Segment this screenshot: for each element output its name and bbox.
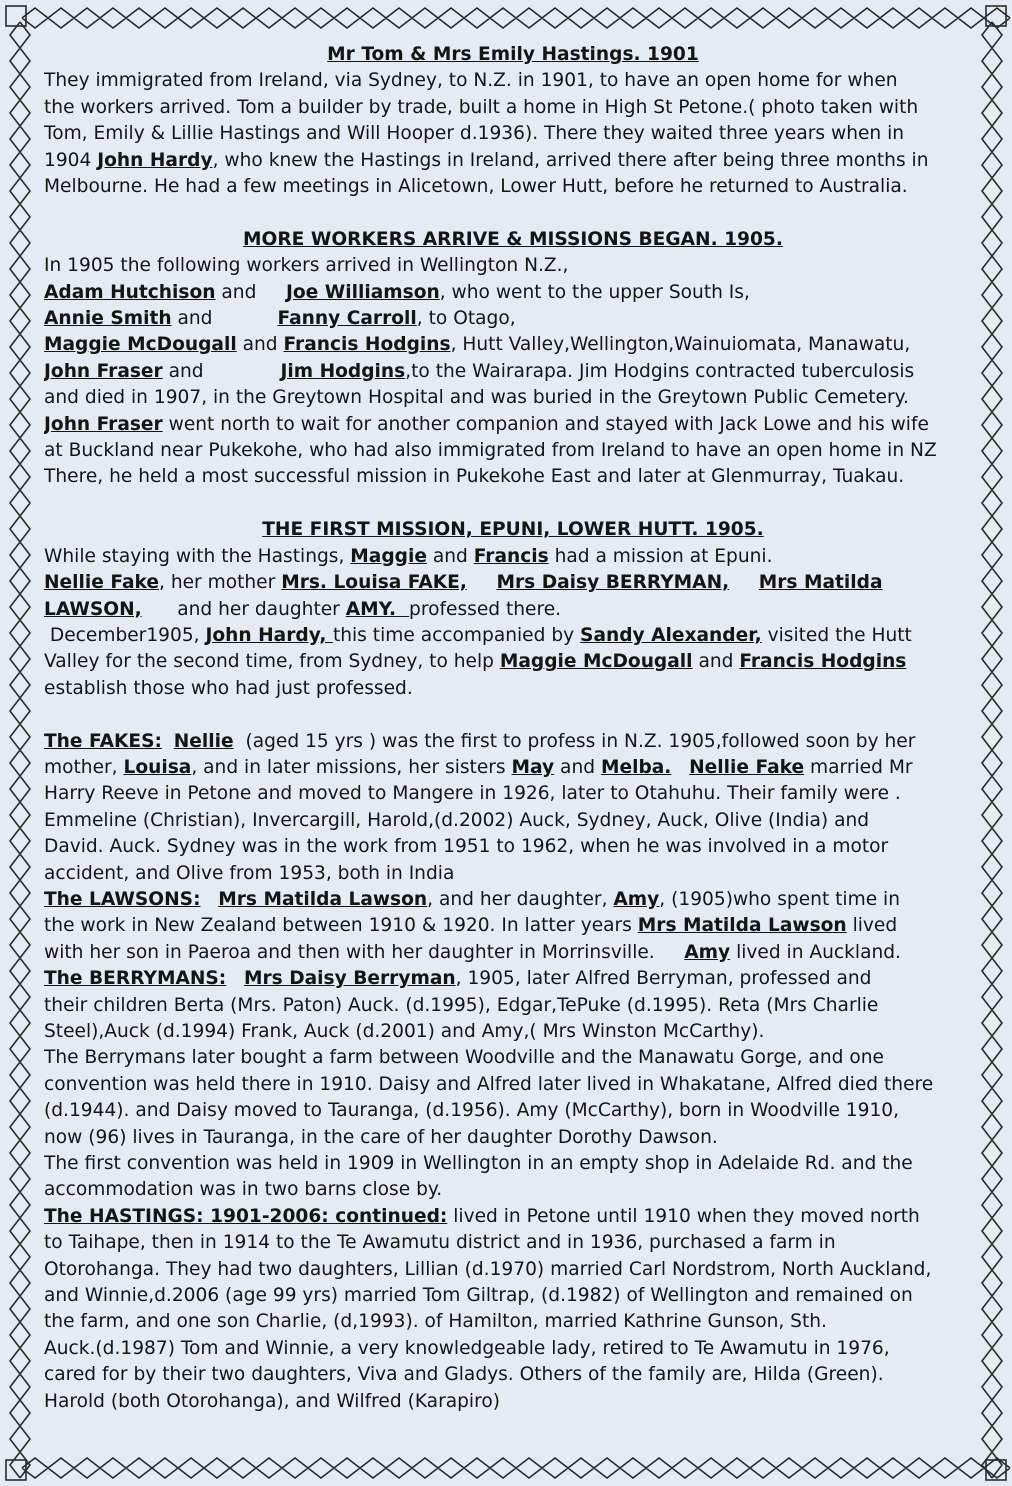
- text-line: Adam Hutchison and Joe Williamson, who went to the upper South Is,: [44, 281, 750, 303]
- text-line: accident, and Olive from 1953, both in India: [44, 862, 455, 884]
- text-line: John Fraser went north to wait for another companion and stayed with Jack Lowe and his wife: [44, 413, 929, 435]
- border-corner: [6, 6, 26, 26]
- text-line-hastings-continued: The HASTINGS: 1901-2006: continued: lived in Petone until 1910 when they moved north: [44, 1205, 920, 1227]
- text-line: Harold (both Otorohanga), and Wilfred (Karapiro): [44, 1390, 500, 1412]
- text-line: cared for by their two daughters, Viva and Gladys. Others of the family are, Hilda (Green).: [44, 1364, 884, 1386]
- border-corner: [6, 1460, 26, 1480]
- text-line: 1904 John Hardy, who knew the Hastings in Ireland, arrived there after being three months in: [44, 149, 929, 171]
- text-line: now (96) lives in Tauranga, in the care of her daughter Dorothy Dawson.: [44, 1126, 718, 1148]
- text-line: Maggie McDougall and Francis Hodgins, Hutt Valley,Wellington,Wainuiomata, Manawatu,: [44, 334, 911, 356]
- text-line-lawsons: The LAWSONS: Mrs Matilda Lawson, and her daughter, Amy, (1905)who spent time in: [44, 888, 901, 910]
- text-line: convention was held there in 1910. Daisy and Alfred later lived in Whakatane, Alfred died there: [44, 1073, 934, 1095]
- text-line-fakes: The FAKES: Nellie (aged 15 yrs ) was the first to profess in N.Z. 1905,followed soon by her: [44, 730, 916, 752]
- text-line: In 1905 the following workers arrived in Wellington N.Z.,: [44, 255, 569, 277]
- text-line: There, he held a most successful mission in Pukekohe East and later at Glenmurray, Tuakau.: [44, 466, 905, 488]
- text-line: The Berrymans later bought a farm between Woodville and the Manawatu Gorge, and one: [44, 1047, 884, 1069]
- text-line: December1905, John Hardy, this time accompanied by Sandy Alexander, visited the Hutt: [44, 624, 912, 646]
- text-line: Tom, Emily & Lillie Hastings and Will Hooper d.1936). There they waited three years when in: [44, 123, 905, 145]
- text-line: at Buckland near Pukekohe, who had also immigrated from Ireland to have an open home in NZ: [44, 440, 937, 462]
- text-line: with her son in Paeroa and then with her daughter in Morrinsville. Amy lived in Auckland.: [44, 941, 901, 963]
- text-line: and Winnie,d.2006 (age 99 yrs) married Tom Giltrap, (d.1982) of Wellington and remained on: [44, 1285, 913, 1307]
- text-line: their children Berta (Mrs. Paton) Auck. (d.1995), Edgar,TePuke (d.1995). Reta (Mrs Charlie: [44, 994, 879, 1016]
- text-line: Harry Reeve in Petone and moved to Mangere in 1926, later to Otahuhu. Their family were .: [44, 783, 901, 805]
- text-line: the workers arrived. Tom a builder by trade, built a home in High St Petone.( photo taken with: [44, 96, 919, 118]
- text-line: LAWSON, and her daughter AMY. professed there.: [44, 598, 562, 620]
- text-line: Steel),Auck (d.1994) Frank, Auck (d.2001) and Amy,( Mrs Winston McCarthy).: [44, 1020, 765, 1042]
- text-line: Nellie Fake, her mother Mrs. Louisa FAKE, Mrs Daisy BERRYMAN, Mrs Matilda: [44, 572, 883, 594]
- text-line: Otorohanga. They had two daughters, Lillian (d.1970) married Carl Nordstrom, North Auckland,: [44, 1258, 932, 1280]
- text-line: and died in 1907, in the Greytown Hospital and was buried in the Greytown Public Cemetery.: [44, 387, 909, 409]
- text-line: Valley for the second time, from Sydney, to help Maggie McDougall and Francis Hodgins: [44, 651, 907, 673]
- text-line: the farm, and one son Charlie, (d,1993). of Hamilton, married Kathrine Gunson, Sth.: [44, 1311, 827, 1333]
- text-line: the work in New Zealand between 1910 & 1920. In latter years Mrs Matilda Lawson lived: [44, 915, 898, 937]
- text-line: David. Auck. Sydney was in the work from 1951 to 1962, when he was involved in a motor: [44, 836, 889, 858]
- text-line: accommodation was in two barns close by.: [44, 1179, 443, 1201]
- text-line: They immigrated from Ireland, via Sydney, to N.Z. in 1901, to have an open home for when: [44, 70, 898, 92]
- text-line: Emmeline (Christian), Invercargill, Harold,(d.2002) Auck, Sydney, Auck, Olive (India) and: [44, 809, 870, 831]
- text-line: The first convention was held in 1909 in Wellington in an empty shop in Adelaide Rd. and the: [44, 1153, 913, 1175]
- text-line: mother, Louisa, and in later missions, her sisters May and Melba. Nellie Fake married Mr: [44, 756, 913, 778]
- section-heading-hastings: Mr Tom & Mrs Emily Hastings. 1901: [327, 44, 699, 65]
- text-line: While staying with the Hastings, Maggie and Francis had a mission at Epuni.: [44, 545, 773, 567]
- text-line: to Taihape, then in 1914 to the Te Awamutu district and in 1936, purchased a farm in: [44, 1232, 836, 1254]
- section-heading-first-mission: THE FIRST MISSION, EPUNI, LOWER HUTT. 1905.: [262, 519, 764, 541]
- name-john-hardy: John Hardy: [97, 149, 213, 171]
- section-heading-workers: MORE WORKERS ARRIVE & MISSIONS BEGAN. 1905.: [243, 228, 783, 250]
- text-line: Annie Smith and Fanny Carroll, to Otago,: [44, 308, 516, 330]
- text-line: establish those who had just professed.: [44, 677, 413, 699]
- text-line: Melbourne. He had a few meetings in Alicetown, Lower Hutt, before he returned to Australia.: [44, 176, 908, 198]
- text-line: Auck.(d.1987) Tom and Winnie, a very knowledgeable lady, retired to Te Awamutu in 1976,: [44, 1337, 890, 1359]
- text-line-berrymans: The BERRYMANS: Mrs Daisy Berryman, 1905, later Alfred Berryman, professed and: [44, 968, 872, 990]
- document-body: [44, 42, 982, 1452]
- text-line: John Fraser and Jim Hodgins,to the Wairarapa. Jim Hodgins contracted tuberculosis: [44, 360, 915, 382]
- text-line: (d.1944). and Daisy moved to Tauranga, (d.1956). Amy (McCarthy), born in Woodville 1910,: [44, 1100, 900, 1122]
